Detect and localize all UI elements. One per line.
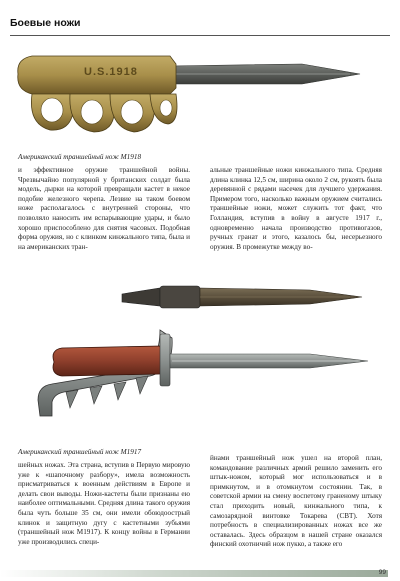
page-header bbox=[10, 14, 390, 36]
paragraph: и эффективное оружие траншейной войны. Чрезвычайно популярной у британских солдат была модель, дырки на которой превращали кастет в некое подобие железного черепа. Лезвие на таком боевом ноже располагалось с внутренней стороны, что позволяло наносить им вспарывающие удары, и было хорошо приспособлено для снятия часовых. Подобная форма оружия, но с клинком кинжального типа, была и на американских тран- bbox=[18, 166, 190, 251]
figure-caption: Американский траншейный нож M1917 bbox=[18, 448, 142, 456]
m1918-engraving: U.S.1918 bbox=[84, 66, 138, 78]
footer-bar bbox=[0, 570, 388, 577]
paragraph: шейных ножах. Эта страна, вступив в Первую мировую уже к «шапочному разбору», имела возможность присматриваться к военным действиям в Европе и делать свои выводы. Ножи-кастеты были признаны ею наиболее оптимальными. Средняя длина такого оружия была чуть больше 35 см, они имели обоюдоострый клинок и защитную дугу с кастетными зубьями (траншейный нож M1917). К концу войны в Германии уже производились специ- bbox=[18, 461, 190, 546]
m1917-knife-image bbox=[10, 264, 390, 440]
text-column-bottom-left bbox=[18, 461, 190, 547]
paragraph: йнами траншейный нож ушел на второй план, командование различных армий решило заменить его штык-ножом, который мог использоваться и в примкнутом, и в отомкнутом состоянии. Так, в советской армии на смену воспетому граненому штыку стал приходить новый, кинжального типа, к самозарядной винтовке Токарева (СВТ). Хотя потребность в специализированных ножах все же оставалась. Здесь образцом в нашей стране оказался финский охотничий нож пукко, а также его bbox=[210, 454, 382, 549]
m1918-knife-illustration bbox=[10, 44, 390, 150]
figure-caption: Американский траншейный нож M1918 bbox=[18, 153, 142, 161]
page-number: 99 bbox=[378, 569, 386, 576]
header-rule bbox=[10, 35, 390, 36]
paragraph: альные траншейные ножи кинжального типа. Средняя длина клинка 12,5 см, ширина около 2 см, рукоять была деревянной с рядами насечек для лучшего удержания. Примером того, насколько важным оружием считались траншейные ножи, может служить тот факт, что Голландия, вступив в войну в августе 1917 г., одновременно начала производство противогазов, ручных гранат и этого, казалось бы, несерьезного оружия. В промежутке между во- bbox=[210, 166, 382, 251]
m1917-knife-illustration bbox=[10, 264, 390, 440]
section-title: Боевые ножи bbox=[10, 17, 81, 29]
text-column-top-left bbox=[18, 166, 190, 252]
m1918-knife-image bbox=[10, 44, 390, 150]
text-column-bottom-right bbox=[210, 454, 382, 550]
text-column-top-right bbox=[210, 166, 382, 252]
